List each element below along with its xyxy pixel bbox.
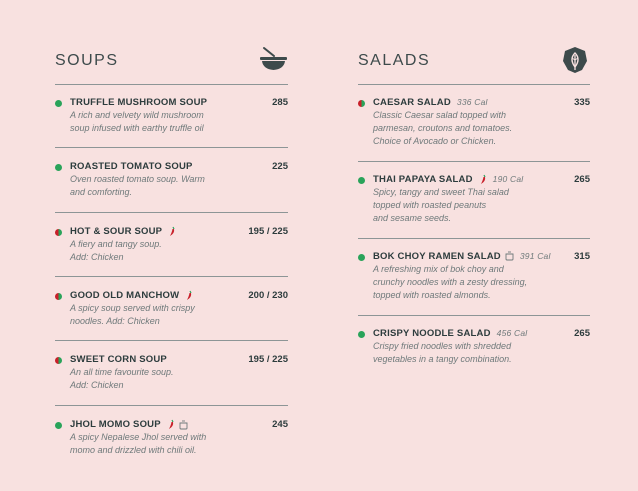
menu-item-name-text: THAI PAPAYA SALAD — [373, 174, 473, 186]
menu-item-name-text: JHOL MOMO SOUP — [70, 419, 161, 431]
veg-indicator-icon — [55, 100, 62, 107]
menu-item-name — [373, 174, 523, 185]
menu-item-price: 225 — [272, 161, 288, 172]
item-divider — [55, 405, 288, 406]
menu-item-description: An all time favourite soup. Add: Chicken — [70, 367, 174, 390]
item-divider — [358, 161, 590, 162]
menu-item-name — [70, 226, 176, 237]
salads-title: SALADS — [358, 52, 431, 69]
soup-bowl-icon — [258, 46, 288, 74]
veg-nonveg-indicator-icon — [55, 293, 62, 300]
leaf-badge-icon — [560, 46, 590, 74]
menu-item-name-text: HOT & SOUR SOUP — [70, 226, 163, 238]
calorie-label: 391 Cal — [519, 251, 551, 261]
calorie-label: 190 Cal — [492, 174, 524, 185]
menu-item-price: 285 — [272, 97, 288, 108]
chili-icon — [185, 290, 193, 301]
menu-item-name — [70, 354, 167, 365]
veg-indicator-icon — [55, 164, 62, 171]
soups-title: SOUPS — [55, 52, 119, 69]
menu-item-description: A rich and velvety wild mushroom soup infused with earthy truffle oil — [70, 110, 204, 133]
menu-item-name — [373, 251, 551, 262]
cooking-pot-icon — [179, 420, 188, 430]
item-divider — [358, 238, 590, 239]
menu-item-name-text: CRISPY NOODLE SALAD — [373, 328, 491, 339]
menu-item-price: 200 / 230 — [248, 290, 288, 301]
menu-item-price: 265 — [574, 174, 590, 185]
menu-item-name — [373, 97, 488, 108]
menu-item-name-text: GOOD OLD MANCHOW — [70, 290, 180, 302]
menu-item-name — [70, 290, 193, 301]
veg-nonveg-indicator-icon — [55, 357, 62, 364]
menu-item-description: A spicy soup served with crispy noodles. Add: Chicken — [70, 303, 195, 326]
menu-item-description: Spicy, tangy and sweet Thai salad topped with roasted peanuts and sesame seeds. — [373, 187, 509, 223]
menu-item-price: 245 — [272, 419, 288, 430]
item-divider — [358, 315, 590, 316]
veg-indicator-icon — [358, 254, 365, 261]
chili-icon — [168, 226, 176, 237]
item-divider — [55, 212, 288, 213]
menu-item-description: A fiery and tangy soup. Add: Chicken — [70, 239, 162, 262]
menu-item-name — [70, 97, 207, 108]
chili-icon — [167, 419, 175, 430]
veg-nonveg-indicator-icon — [55, 229, 62, 236]
chili-icon — [479, 174, 487, 185]
menu-item-price: 195 / 225 — [248, 354, 288, 365]
calorie-label: 456 Cal — [496, 328, 528, 338]
soups-header — [55, 50, 288, 85]
menu-item-name-text: SWEET CORN SOUP — [70, 354, 167, 365]
salads-header — [358, 50, 590, 85]
menu-item-price: 315 — [574, 251, 590, 262]
menu-item-name-text: CAESAR SALAD — [373, 97, 451, 108]
veg-indicator-icon — [358, 177, 365, 184]
menu-item-price: 265 — [574, 328, 590, 339]
menu-item-name — [373, 328, 527, 339]
menu-item-price: 335 — [574, 97, 590, 108]
menu-item-name-text: BOK CHOY RAMEN SALAD — [373, 251, 501, 262]
cooking-pot-icon — [505, 251, 514, 261]
item-divider — [55, 147, 288, 148]
menu-item-description: A spicy Nepalese Jhol served with momo and drizzled with chili oil. — [70, 432, 207, 455]
menu-item-description: Classic Caesar salad topped with parmesan, croutons and tomatoes. Choice of Avocado or Chicken. — [373, 110, 513, 146]
menu-item-description: Crispy fried noodles with shredded vegetables in a tangy combination. — [373, 341, 512, 364]
calorie-label: 336 Cal — [456, 97, 488, 107]
veg-nonveg-indicator-icon — [358, 100, 365, 107]
menu-item-price: 195 / 225 — [248, 226, 288, 237]
menu-item-name — [70, 419, 188, 430]
menu-item-name-text: TRUFFLE MUSHROOM SOUP — [70, 97, 208, 108]
item-divider — [55, 340, 288, 341]
veg-indicator-icon — [55, 422, 62, 429]
menu-item-description: A refreshing mix of bok choy and crunchy noodles with a zesty dressing, topped with roasted almonds. — [373, 264, 528, 300]
item-divider — [55, 276, 288, 277]
menu-item-name — [70, 161, 193, 172]
veg-indicator-icon — [358, 331, 365, 338]
menu-item-name-text: ROASTED TOMATO SOUP — [70, 161, 193, 172]
menu-item-description: Oven roasted tomato soup. Warm and comforting. — [70, 174, 205, 197]
